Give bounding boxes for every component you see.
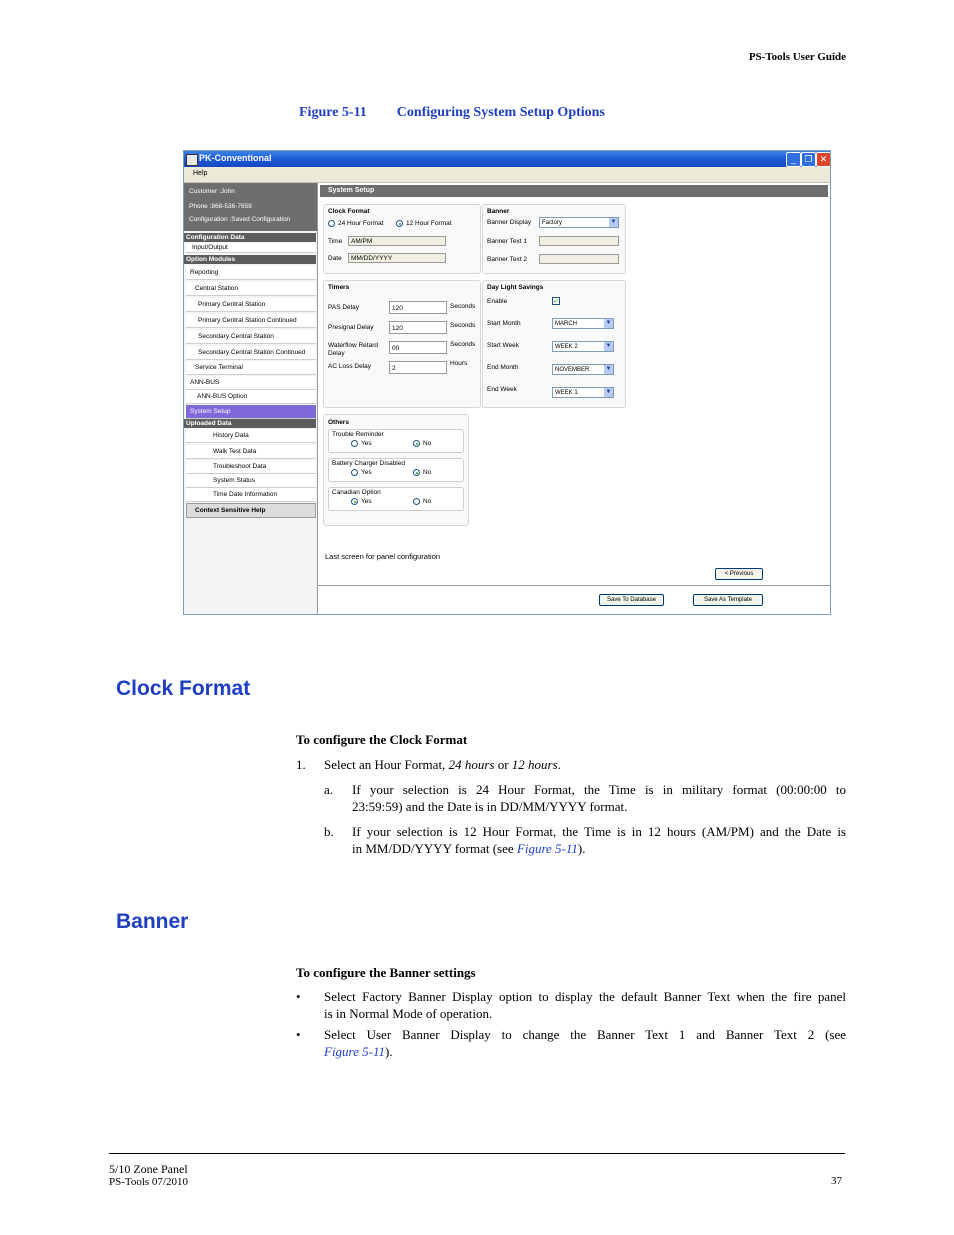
end-month-select[interactable] [552,364,614,375]
section-title: System Setup [320,185,828,197]
time-field: AM/PM [348,236,446,246]
pas-delay-label: PAS Delay [328,304,359,311]
battery-charger-no-label: No [423,469,432,476]
banner-bullet-2-line2 [324,1043,393,1060]
chevron-down-icon: ▼ [605,389,612,395]
pas-delay-unit: Seconds [450,303,476,310]
timers-panel [323,280,481,408]
clock-substep-a-letter: a. [324,782,334,797]
sidebar-item-secondary-central-station[interactable]: Secondary Central Station [186,330,316,344]
sidebar-item-primary-central-station[interactable]: Primary Central Station [186,298,316,312]
chevron-down-icon: ▼ [605,320,612,326]
trouble-reminder-yes-radio[interactable] [351,440,358,447]
start-week-value: WEEK 2 [555,344,578,350]
sidebar-item-secondary-central-station-continued[interactable]: Secondary Central Station Continued [186,346,316,360]
banner-bullet-2-marker: • [296,1027,301,1042]
label-24-hour-format: 24 Hour Format [338,220,384,227]
banner-bullet-1-line2: is in Normal Mode of operation. [324,1006,493,1021]
canadian-option-yes-label: Yes [361,498,372,505]
trouble-reminder-yes-label: Yes [361,440,372,447]
start-week-label: Start Week [487,342,520,349]
canadian-option-no-label: No [423,498,432,505]
others-title: Others [328,419,349,426]
banner-text1-label: Banner Text 1 [487,238,527,245]
sidebar-item-walk-test-data[interactable]: Walk Test Data [186,445,316,459]
trouble-reminder-no-label: No [423,440,432,447]
clock-step-post: . [557,757,561,772]
clock-format-heading: Clock Format [116,677,251,700]
others-panel [323,414,469,526]
pas-delay-field[interactable]: 120 [389,301,447,314]
banner-bullet-1-marker: • [296,989,301,1004]
page-number: 37 [831,1175,842,1187]
presignal-delay-label: Presignal Delay [328,324,374,331]
sidebar-item-primary-central-station-continued[interactable]: Primary Central Station Continued [186,314,316,328]
sidebar-item-central-station[interactable]: Central Station [186,282,316,296]
label-12-hour-format: 12 Hour Format [406,220,452,227]
dls-enable-label: Enable [487,298,508,305]
waterflow-retard-delay-label: Waterflow Retard Delay [328,342,378,357]
dls-enable-checkbox[interactable]: ✓ [553,298,559,305]
app-icon [186,154,198,166]
start-month-value: MARCH [555,321,577,327]
banner-bullet-2-post: ). [385,1044,393,1059]
sidebar-item-input-output[interactable]: Input/Output [186,243,316,253]
menu-help[interactable]: Help [193,170,208,177]
presignal-delay-unit: Seconds [450,322,476,329]
battery-charger-yes-label: Yes [361,469,372,476]
sidebar-item-context-sensitive-help[interactable]: Context Sensitive Help [186,503,316,518]
window-title: PK-Conventional [199,153,272,163]
nav-header-configuration-data: Configuration Data [184,233,316,242]
sidebar-item-reporting[interactable]: Reporting [186,266,316,280]
canadian-option-no-radio[interactable] [413,498,420,505]
customer-configuration: Configuration :Saved Configuration [189,216,291,223]
banner-bullet-2-line1: Select User Banner Display to change the Banner Text 1 and Banner Text 2 (see [324,1027,846,1042]
canadian-option-label: Canadian Option [332,489,381,496]
customer-name: Customer :John [189,188,235,195]
figure-link[interactable]: Figure 5-11 [324,1044,386,1059]
battery-charger-no-radio[interactable] [413,469,420,476]
nav-header-option-modules: Option Modules [184,255,316,264]
sidebar-item-service-terminal[interactable]: Service Terminal [186,361,316,375]
end-week-value: WEEK 1 [555,390,578,396]
clock-format-title: Clock Format [328,208,370,215]
end-week-label: End Week [487,386,517,393]
clock-procedure-title: To configure the Clock Format [296,732,468,747]
menu-bar [184,167,830,183]
banner-display-select[interactable] [539,217,619,228]
banner-text1-field[interactable] [539,236,619,246]
banner-heading: Banner [116,910,189,933]
minimize-icon[interactable]: _ [786,152,801,167]
start-month-select[interactable] [552,318,614,329]
timers-title: Timers [328,284,350,291]
clock-step-number: 1. [296,757,306,772]
save-to-database-button[interactable]: Save To Database [599,594,664,606]
date-label: Date [328,255,342,262]
footer-doc: PS-Tools 07/2010 [109,1176,188,1188]
start-week-select[interactable] [552,341,614,352]
clock-substep-b-post: ). [577,841,586,856]
time-label: Time [328,238,343,245]
figure-link[interactable]: Figure 5-11 [516,841,578,856]
waterflow-retard-delay-unit: Seconds [450,341,476,348]
banner-procedure-title: To configure the Banner settings [296,965,476,980]
clock-substep-a-line1: If your selection is 24 Hour Format, the Time is in military format (00:00:00 to [352,782,846,797]
trouble-reminder-group [328,429,464,453]
end-week-select[interactable] [552,387,614,398]
chevron-down-icon: ▼ [605,343,612,349]
canadian-option-group [328,487,464,511]
banner-text2-label: Banner Text 2 [487,256,527,263]
radio-24-hour-format[interactable] [328,220,335,227]
clock-format-panel [323,204,481,274]
clock-substep-a-line2: 23:59:59) and the Date is in DD/MM/YYYY format. [352,799,628,814]
radio-12-hour-format[interactable] [396,220,403,227]
end-month-value: NOVEMBER [555,367,590,373]
battery-charger-label: Battery Charger Disabled [332,460,405,467]
main-content [318,183,830,614]
daylight-savings-panel [482,280,626,408]
clock-substep-b-line2 [352,840,586,857]
clock-substep-b-line1: If your selection is 12 Hour Format, the Time is in 12 hours (AM/PM) and the Date is [352,824,846,839]
banner-panel [482,204,626,274]
previous-button[interactable]: < Previous [715,568,763,580]
ac-loss-delay-unit: Hours [450,360,468,367]
figure-caption [299,105,605,121]
sidebar-item-system-status[interactable]: System Status [186,474,316,488]
clock-substep-b-letter: b. [324,824,334,839]
date-field: MM/DD/YYYY [348,253,446,263]
clock-step-text [324,756,561,773]
clock-step-em1: 24 hours [448,757,495,772]
sidebar-item-time-date-information[interactable]: Time Date Information [186,488,316,502]
chevron-down-icon: ▼ [610,219,617,225]
sidebar-item-system-setup[interactable]: System Setup [186,405,316,419]
clock-step-pre: Select an Hour Format, [324,757,449,772]
trouble-reminder-label: Trouble Reminder [332,431,384,438]
waterflow-retard-delay-field[interactable]: 00 [389,341,447,354]
banner-display-value: Factory [542,220,563,226]
ac-loss-delay-field[interactable]: 2 [389,361,447,374]
sidebar-item-ann-bus[interactable]: ANN-BUS [186,376,316,390]
last-screen-note: Last screen for panel configuration [325,552,441,561]
document-header: PS-Tools User Guide [748,51,846,63]
presignal-delay-field[interactable]: 120 [389,321,447,334]
customer-phone: Phone :868-536-7658 [189,203,252,210]
save-as-template-button[interactable]: Save As Template [693,594,763,606]
battery-charger-yes-radio[interactable] [351,469,358,476]
footer-product: 5/10 Zone Panel [109,1162,188,1176]
clock-step-mid: or [494,757,512,772]
sidebar [184,183,318,614]
end-month-label: End Month [487,364,519,371]
canadian-option-yes-radio[interactable] [351,498,358,505]
clock-step-em2: 12 hours [511,757,558,772]
sidebar-item-history-data[interactable]: History Data [186,429,316,443]
close-icon[interactable]: ✕ [816,152,831,167]
restore-icon[interactable]: ❐ [801,152,816,167]
app-window [183,150,831,615]
footer-rule [109,1153,845,1154]
banner-text2-field[interactable] [539,254,619,264]
banner-bullet-1-line1: Select Factory Banner Display option to display the default Banner Text when the fire panel [324,989,846,1004]
customer-info [184,183,317,231]
figure-title: Configuring System Setup Options [396,105,605,120]
start-month-label: Start Month [487,320,521,327]
trouble-reminder-no-radio[interactable] [413,440,420,447]
daylight-savings-title: Day Light Savings [487,284,544,291]
nav-header-uploaded-data: Uploaded Data [184,419,316,428]
ac-loss-delay-label: AC Loss Delay [328,363,371,370]
banner-title: Banner [487,208,510,215]
title-bar [184,151,830,167]
sidebar-item-ann-bus-option[interactable]: ANN-BUS Option [186,390,316,404]
clock-substep-b-pre: in MM/DD/YYYY format (see [352,841,517,856]
action-bar [318,585,830,615]
sidebar-item-troubleshoot-data[interactable]: Troubleshoot Data [186,460,316,474]
banner-display-label: Banner Display [487,219,532,226]
battery-charger-group [328,458,464,482]
chevron-down-icon: ▼ [605,366,612,372]
figure-number: Figure 5-11 [299,105,367,120]
